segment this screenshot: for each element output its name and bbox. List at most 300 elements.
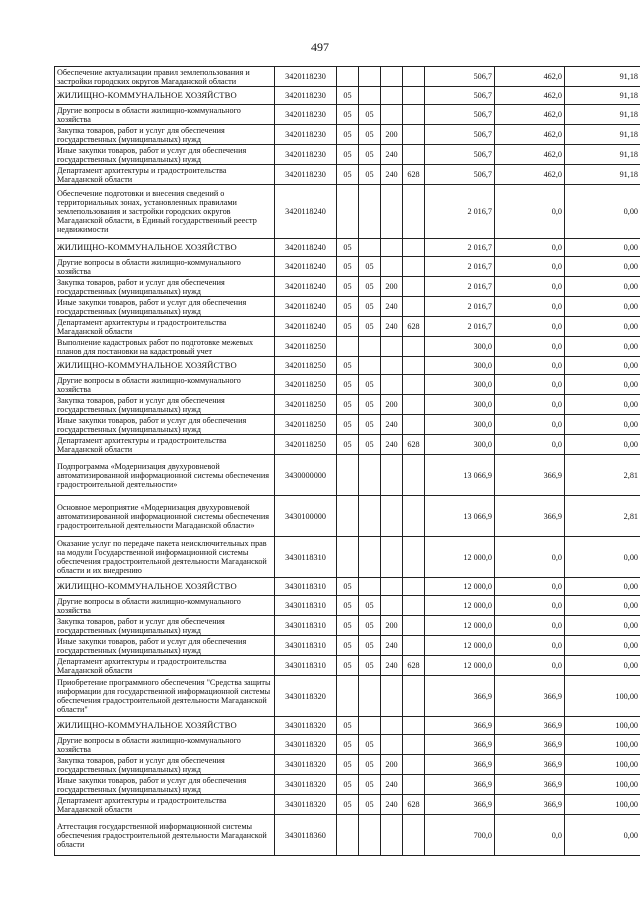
cell-plan: 366,9: [425, 775, 495, 795]
cell-sub: 05: [359, 165, 381, 185]
cell-name: ЖИЛИЩНО-КОММУНАЛЬНОЕ ХОЗЯЙСТВО: [55, 357, 275, 375]
cell-code: 3430118310: [275, 656, 337, 676]
cell-sec: 05: [337, 717, 359, 735]
cell-type: 240: [381, 145, 403, 165]
cell-pct: 91,18: [565, 67, 640, 87]
cell-fact: 366,9: [495, 735, 565, 755]
cell-sec: 05: [337, 636, 359, 656]
cell-name: Другие вопросы в области жилищно-коммунального хозяйства: [55, 105, 275, 125]
cell-sub: 05: [359, 257, 381, 277]
cell-sec: 05: [337, 297, 359, 317]
cell-code: 3430118320: [275, 755, 337, 775]
cell-pct: 0,00: [565, 317, 640, 337]
cell-dept: [403, 578, 425, 596]
cell-sub: 05: [359, 317, 381, 337]
cell-plan: 300,0: [425, 375, 495, 395]
table-row: [55, 317, 640, 337]
cell-sec: 05: [337, 357, 359, 375]
cell-sec: 05: [337, 616, 359, 636]
cell-type: [381, 185, 403, 239]
cell-fact: 0,0: [495, 616, 565, 636]
cell-plan: 2 016,7: [425, 257, 495, 277]
cell-name: Иные закупки товаров, работ и услуг для обеспечения государственных (муниципальных) нужд: [55, 145, 275, 165]
cell-name: ЖИЛИЩНО-КОММУНАЛЬНОЕ ХОЗЯЙСТВО: [55, 239, 275, 257]
cell-sub: [359, 537, 381, 578]
cell-type: [381, 67, 403, 87]
cell-pct: 0,00: [565, 415, 640, 435]
table-row: [55, 297, 640, 317]
cell-sec: [337, 676, 359, 717]
cell-plan: 2 016,7: [425, 185, 495, 239]
cell-type: [381, 735, 403, 755]
cell-plan: 2 016,7: [425, 297, 495, 317]
cell-fact: 0,0: [495, 337, 565, 357]
cell-name: Иные закупки товаров, работ и услуг для обеспечения государственных (муниципальных) нужд: [55, 297, 275, 317]
cell-dept: [403, 735, 425, 755]
table-row: [55, 105, 640, 125]
cell-dept: [403, 455, 425, 496]
cell-fact: 0,0: [495, 375, 565, 395]
cell-name: ЖИЛИЩНО-КОММУНАЛЬНОЕ ХОЗЯЙСТВО: [55, 578, 275, 596]
cell-name: Иные закупки товаров, работ и услуг для обеспечения государственных (муниципальных) нужд: [55, 415, 275, 435]
cell-name: Департамент архитектуры и градостроительства Магаданской области: [55, 435, 275, 455]
cell-fact: 0,0: [495, 578, 565, 596]
cell-pct: 0,00: [565, 596, 640, 616]
cell-type: [381, 578, 403, 596]
cell-type: [381, 87, 403, 105]
table-row: [55, 375, 640, 395]
cell-type: [381, 596, 403, 616]
table-row: [55, 435, 640, 455]
cell-type: 240: [381, 415, 403, 435]
cell-plan: 13 066,9: [425, 496, 495, 537]
cell-dept: [403, 125, 425, 145]
cell-sec: 05: [337, 795, 359, 815]
cell-dept: [403, 297, 425, 317]
cell-name: Другие вопросы в области жилищно-коммунального хозяйства: [55, 375, 275, 395]
cell-type: [381, 717, 403, 735]
cell-plan: 300,0: [425, 337, 495, 357]
cell-sec: 05: [337, 317, 359, 337]
cell-dept: [403, 145, 425, 165]
table-row: [55, 596, 640, 616]
cell-sub: [359, 357, 381, 375]
table-row: [55, 636, 640, 656]
cell-fact: 462,0: [495, 87, 565, 105]
cell-dept: [403, 616, 425, 636]
cell-pct: 0,00: [565, 578, 640, 596]
cell-pct: 91,18: [565, 87, 640, 105]
cell-pct: 0,00: [565, 815, 640, 856]
cell-code: 3420118250: [275, 415, 337, 435]
cell-sec: [337, 815, 359, 856]
cell-name: Приобретение программного обеспечения "Средства защиты информации для государственной информационной системы обеспечения градостроительной деятельности Магаданской области": [55, 676, 275, 717]
cell-plan: 506,7: [425, 145, 495, 165]
cell-code: 3430118320: [275, 775, 337, 795]
cell-fact: 0,0: [495, 277, 565, 297]
cell-sub: [359, 87, 381, 105]
cell-name: Департамент архитектуры и градостроительства Магаданской области: [55, 656, 275, 676]
cell-fact: 366,9: [495, 676, 565, 717]
cell-plan: 12 000,0: [425, 636, 495, 656]
table-row: [55, 145, 640, 165]
cell-code: 3430118310: [275, 578, 337, 596]
cell-code: 3430118320: [275, 717, 337, 735]
cell-plan: 12 000,0: [425, 578, 495, 596]
cell-sub: [359, 67, 381, 87]
cell-plan: 506,7: [425, 87, 495, 105]
cell-code: 3420118250: [275, 337, 337, 357]
cell-plan: 700,0: [425, 815, 495, 856]
cell-name: Другие вопросы в области жилищно-коммунального хозяйства: [55, 257, 275, 277]
cell-sec: 05: [337, 735, 359, 755]
cell-sec: [337, 185, 359, 239]
cell-sub: [359, 185, 381, 239]
cell-sub: 05: [359, 435, 381, 455]
cell-type: [381, 257, 403, 277]
cell-sec: [337, 537, 359, 578]
cell-dept: [403, 596, 425, 616]
cell-type: 200: [381, 125, 403, 145]
cell-plan: 366,9: [425, 795, 495, 815]
cell-sec: 05: [337, 87, 359, 105]
cell-name: Иные закупки товаров, работ и услуг для обеспечения государственных (муниципальных) нужд: [55, 775, 275, 795]
cell-pct: 2,81: [565, 455, 640, 496]
cell-name: Закупка товаров, работ и услуг для обеспечения государственных (муниципальных) нужд: [55, 395, 275, 415]
cell-plan: 300,0: [425, 415, 495, 435]
cell-type: 240: [381, 775, 403, 795]
cell-plan: 2 016,7: [425, 277, 495, 297]
cell-pct: 0,00: [565, 616, 640, 636]
cell-code: 3420118230: [275, 125, 337, 145]
cell-code: 3420118240: [275, 239, 337, 257]
cell-fact: 0,0: [495, 435, 565, 455]
cell-code: 3430118320: [275, 676, 337, 717]
cell-dept: [403, 337, 425, 357]
cell-pct: 0,00: [565, 357, 640, 375]
cell-sec: 05: [337, 375, 359, 395]
cell-fact: 0,0: [495, 656, 565, 676]
cell-sec: 05: [337, 775, 359, 795]
cell-name: ЖИЛИЩНО-КОММУНАЛЬНОЕ ХОЗЯЙСТВО: [55, 717, 275, 735]
table-row: [55, 337, 640, 357]
cell-pct: 0,00: [565, 239, 640, 257]
cell-pct: 0,00: [565, 435, 640, 455]
cell-pct: 100,00: [565, 676, 640, 717]
cell-dept: [403, 239, 425, 257]
table-row: [55, 537, 640, 578]
cell-code: 3420118250: [275, 375, 337, 395]
cell-sec: 05: [337, 125, 359, 145]
table-row: [55, 87, 640, 105]
cell-sec: 05: [337, 415, 359, 435]
cell-fact: 366,9: [495, 775, 565, 795]
cell-dept: [403, 357, 425, 375]
cell-fact: 366,9: [495, 496, 565, 537]
cell-sub: 05: [359, 145, 381, 165]
table-row: [55, 578, 640, 596]
cell-sub: 05: [359, 656, 381, 676]
cell-pct: 0,00: [565, 537, 640, 578]
cell-code: 3420118250: [275, 395, 337, 415]
table-row: [55, 815, 640, 856]
cell-sec: 05: [337, 105, 359, 125]
cell-sub: [359, 815, 381, 856]
cell-sec: 05: [337, 596, 359, 616]
cell-sec: 05: [337, 257, 359, 277]
cell-sec: 05: [337, 755, 359, 775]
cell-fact: 462,0: [495, 165, 565, 185]
cell-pct: 100,00: [565, 775, 640, 795]
cell-fact: 366,9: [495, 717, 565, 735]
cell-fact: 0,0: [495, 596, 565, 616]
cell-dept: [403, 636, 425, 656]
cell-type: [381, 239, 403, 257]
cell-type: 240: [381, 636, 403, 656]
cell-plan: 12 000,0: [425, 616, 495, 636]
cell-pct: 0,00: [565, 185, 640, 239]
cell-fact: 0,0: [495, 257, 565, 277]
cell-code: 3420118230: [275, 87, 337, 105]
cell-plan: 366,9: [425, 717, 495, 735]
cell-dept: [403, 375, 425, 395]
cell-code: 3430118320: [275, 735, 337, 755]
cell-code: 3420118230: [275, 165, 337, 185]
table-row: [55, 277, 640, 297]
cell-sub: [359, 717, 381, 735]
cell-fact: 462,0: [495, 67, 565, 87]
table-row: [55, 496, 640, 537]
cell-code: 3430000000: [275, 455, 337, 496]
cell-dept: [403, 87, 425, 105]
cell-fact: 0,0: [495, 815, 565, 856]
table-row: [55, 239, 640, 257]
cell-pct: 0,00: [565, 375, 640, 395]
table-row: [55, 755, 640, 775]
cell-dept: 628: [403, 165, 425, 185]
cell-type: [381, 357, 403, 375]
table-row: [55, 795, 640, 815]
cell-name: ЖИЛИЩНО-КОММУНАЛЬНОЕ ХОЗЯЙСТВО: [55, 87, 275, 105]
cell-code: 3420118250: [275, 357, 337, 375]
cell-fact: 0,0: [495, 415, 565, 435]
table-row: [55, 717, 640, 735]
cell-dept: [403, 676, 425, 717]
cell-name: Выполнение кадастровых работ по подготовке межевых планов для постановки на кадастровый учет: [55, 337, 275, 357]
cell-name: Закупка товаров, работ и услуг для обеспечения государственных (муниципальных) нужд: [55, 125, 275, 145]
page-number: 497: [311, 40, 329, 54]
cell-type: 200: [381, 395, 403, 415]
cell-pct: 91,18: [565, 125, 640, 145]
cell-type: 240: [381, 656, 403, 676]
cell-name: Обеспечение подготовки и внесения сведений о территориальных зонах, установленных правилами землепользования и застройки городских округов Магаданской области, в Единый государственный реестр недвижимости: [55, 185, 275, 239]
cell-type: 240: [381, 435, 403, 455]
cell-type: [381, 676, 403, 717]
cell-plan: 300,0: [425, 357, 495, 375]
cell-dept: [403, 496, 425, 537]
cell-plan: 366,9: [425, 735, 495, 755]
cell-code: 3430118320: [275, 795, 337, 815]
cell-fact: 462,0: [495, 105, 565, 125]
cell-sub: [359, 496, 381, 537]
cell-fact: 366,9: [495, 755, 565, 775]
cell-sub: 05: [359, 616, 381, 636]
cell-type: 240: [381, 165, 403, 185]
budget-table: [54, 66, 640, 856]
cell-fact: 0,0: [495, 636, 565, 656]
cell-pct: 91,18: [565, 165, 640, 185]
cell-dept: [403, 775, 425, 795]
cell-sub: [359, 578, 381, 596]
cell-code: 3430100000: [275, 496, 337, 537]
cell-type: [381, 455, 403, 496]
cell-type: 200: [381, 616, 403, 636]
cell-dept: [403, 67, 425, 87]
cell-sec: 05: [337, 435, 359, 455]
cell-sub: 05: [359, 415, 381, 435]
cell-sec: 05: [337, 578, 359, 596]
cell-fact: 0,0: [495, 239, 565, 257]
cell-sub: 05: [359, 297, 381, 317]
cell-plan: 506,7: [425, 67, 495, 87]
cell-name: Закупка товаров, работ и услуг для обеспечения государственных (муниципальных) нужд: [55, 755, 275, 775]
table-row: [55, 395, 640, 415]
cell-name: Иные закупки товаров, работ и услуг для обеспечения государственных (муниципальных) нужд: [55, 636, 275, 656]
cell-code: 3420118240: [275, 317, 337, 337]
table-row: [55, 735, 640, 755]
table-row: [55, 165, 640, 185]
cell-pct: 0,00: [565, 277, 640, 297]
cell-sub: 05: [359, 596, 381, 616]
cell-sec: 05: [337, 395, 359, 415]
cell-code: 3420118240: [275, 297, 337, 317]
table-row: [55, 676, 640, 717]
cell-name: Обеспечение актуализации правил землепользования и застройки городских округов Магаданской области: [55, 67, 275, 87]
cell-name: Оказание услуг по передаче пакета неисключительных прав на модули Государственной информационной системы обеспечения градостроительной деятельности Магаданской области и их внедрению: [55, 537, 275, 578]
cell-dept: 628: [403, 317, 425, 337]
table-row: [55, 455, 640, 496]
cell-sec: [337, 337, 359, 357]
cell-sub: 05: [359, 735, 381, 755]
cell-dept: 628: [403, 435, 425, 455]
cell-code: 3420118230: [275, 105, 337, 125]
table-row: [55, 415, 640, 435]
cell-dept: [403, 185, 425, 239]
cell-sub: 05: [359, 375, 381, 395]
cell-plan: 12 000,0: [425, 537, 495, 578]
table-body: [55, 67, 640, 856]
cell-code: 3420118230: [275, 67, 337, 87]
table-row: [55, 357, 640, 375]
cell-pct: 0,00: [565, 656, 640, 676]
cell-pct: 100,00: [565, 735, 640, 755]
cell-name: Департамент архитектуры и градостроительства Магаданской области: [55, 795, 275, 815]
cell-dept: [403, 257, 425, 277]
cell-dept: 628: [403, 795, 425, 815]
cell-fact: 462,0: [495, 125, 565, 145]
cell-name: Департамент архитектуры и градостроительства Магаданской области: [55, 165, 275, 185]
cell-code: 3430118310: [275, 537, 337, 578]
cell-plan: 300,0: [425, 395, 495, 415]
cell-sec: [337, 496, 359, 537]
cell-pct: 2,81: [565, 496, 640, 537]
cell-code: 3430118310: [275, 636, 337, 656]
cell-sub: 05: [359, 636, 381, 656]
cell-sec: 05: [337, 656, 359, 676]
cell-plan: 12 000,0: [425, 596, 495, 616]
cell-type: [381, 375, 403, 395]
cell-pct: 0,00: [565, 257, 640, 277]
cell-type: 240: [381, 317, 403, 337]
cell-fact: 366,9: [495, 795, 565, 815]
cell-name: Другие вопросы в области жилищно-коммунального хозяйства: [55, 596, 275, 616]
cell-code: 3430118360: [275, 815, 337, 856]
cell-sec: 05: [337, 239, 359, 257]
cell-sub: [359, 337, 381, 357]
cell-code: 3420118250: [275, 435, 337, 455]
cell-sec: [337, 455, 359, 496]
cell-sec: 05: [337, 165, 359, 185]
cell-type: [381, 496, 403, 537]
cell-code: 3420118230: [275, 145, 337, 165]
cell-sub: 05: [359, 125, 381, 145]
cell-pct: 100,00: [565, 795, 640, 815]
cell-pct: 100,00: [565, 717, 640, 735]
cell-fact: 0,0: [495, 297, 565, 317]
cell-code: 3420118240: [275, 257, 337, 277]
cell-sub: [359, 239, 381, 257]
cell-type: 240: [381, 297, 403, 317]
cell-fact: 462,0: [495, 145, 565, 165]
cell-name: Подпрограмма «Модернизация двухуровневой автоматизированной информационной системы обеспечения градостроительной деятельности»: [55, 455, 275, 496]
cell-type: [381, 105, 403, 125]
table-row: [55, 125, 640, 145]
cell-sec: [337, 67, 359, 87]
cell-dept: [403, 755, 425, 775]
cell-name: Закупка товаров, работ и услуг для обеспечения государственных (муниципальных) нужд: [55, 616, 275, 636]
cell-name: Аттестация государственной информационной системы обеспечения градостроительной деятельности Магаданской области: [55, 815, 275, 856]
cell-sec: 05: [337, 277, 359, 297]
cell-plan: 366,9: [425, 755, 495, 775]
table-row: [55, 656, 640, 676]
cell-pct: 0,00: [565, 297, 640, 317]
cell-type: 240: [381, 795, 403, 815]
cell-dept: [403, 815, 425, 856]
cell-sub: 05: [359, 775, 381, 795]
cell-type: [381, 337, 403, 357]
cell-sub: 05: [359, 395, 381, 415]
cell-fact: 0,0: [495, 357, 565, 375]
cell-plan: 13 066,9: [425, 455, 495, 496]
cell-plan: 506,7: [425, 105, 495, 125]
cell-dept: [403, 277, 425, 297]
cell-plan: 2 016,7: [425, 317, 495, 337]
cell-name: Основное мероприятие «Модернизация двухуровневой автоматизированной информационной системы обеспечения градостроительной деятельности Магаданской области»: [55, 496, 275, 537]
cell-code: 3430118310: [275, 616, 337, 636]
cell-fact: 0,0: [495, 395, 565, 415]
cell-dept: [403, 395, 425, 415]
cell-plan: 366,9: [425, 676, 495, 717]
cell-sub: 05: [359, 755, 381, 775]
cell-dept: 628: [403, 656, 425, 676]
cell-sub: 05: [359, 105, 381, 125]
table-row: [55, 257, 640, 277]
cell-name: Департамент архитектуры и градостроительства Магаданской области: [55, 317, 275, 337]
cell-type: 200: [381, 755, 403, 775]
cell-name: Другие вопросы в области жилищно-коммунального хозяйства: [55, 735, 275, 755]
cell-pct: 91,18: [565, 105, 640, 125]
cell-sub: [359, 455, 381, 496]
